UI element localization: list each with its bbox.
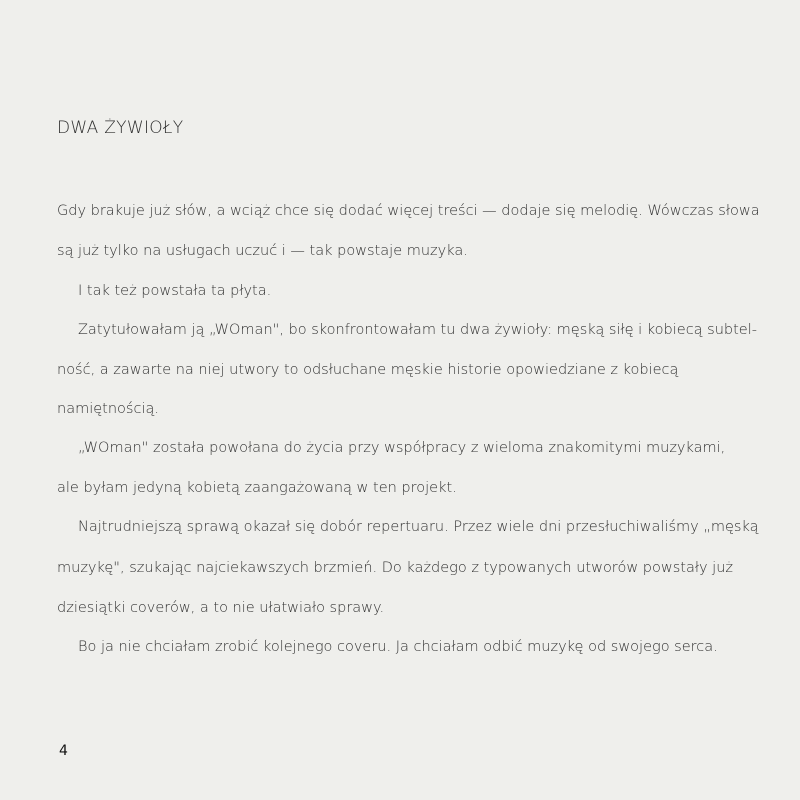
body-line: namiętnością. [57,401,159,417]
body-line: są już tylko na usługach uczuć i — tak powstaje muzyka. [57,243,468,259]
body-line: Gdy brakuje już słów, a wciąż chce się dodać więcej treści — dodaje się melodię. Wówczas słowa [57,203,760,219]
body-line: „WOman" została powołana do życia przy współpracy z wieloma znakomitymi muzykami, [78,440,726,456]
body-line: ale byłam jedyną kobietą zaangażowaną w ten projekt. [57,480,457,496]
body-line: dziesiątki coverów, a to nie ułatwiało sprawy. [57,600,385,616]
body-line: Zatytułowałam ją „WOman", bo skonfrontowałam tu dwa żywioły: męską siłę i kobiecą subtel- [78,322,757,338]
page-title: DWA ŻYWIOŁY [57,118,184,138]
body-line: Najtrudniejszą sprawą okazał się dobór repertuaru. Przez wiele dni przesłuchiwaliśmy „męską [78,519,759,535]
body-line: I tak też powstała ta płyta. [78,283,272,299]
body-line: ność, a zawarte na niej utwory to odsłuchane męskie historie opowiedziane z kobiecą [57,362,679,378]
page-number: 4 [59,743,68,759]
body-line: muzykę", szukając najciekawszych brzmień. Do każdego z typowanych utworów powstały już [57,560,733,576]
body-line: Bo ja nie chciałam zrobić kolejnego coveru. Ja chciałam odbić muzykę od swojego serca. [78,639,718,655]
